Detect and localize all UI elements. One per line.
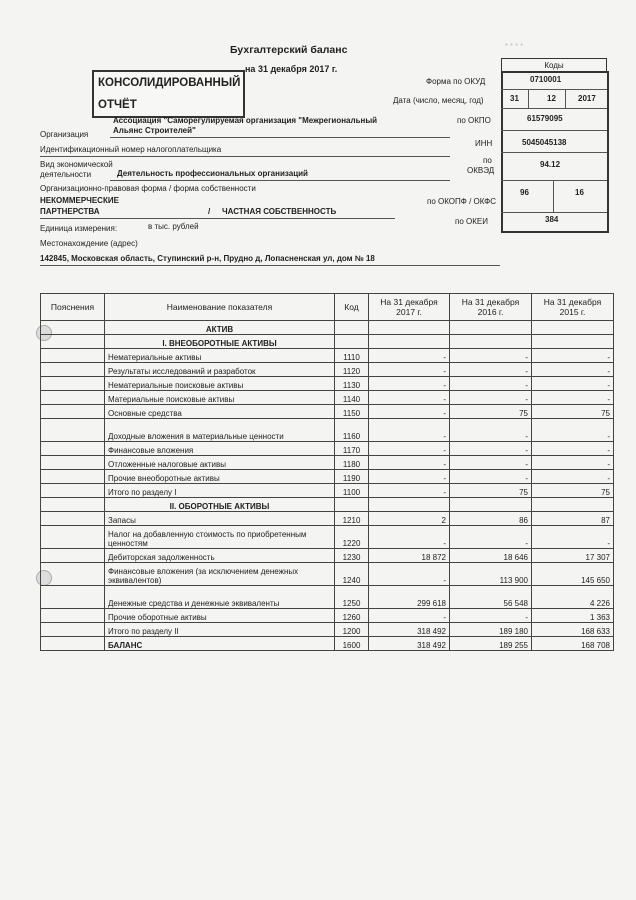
value-2015: -	[532, 349, 614, 363]
divider	[501, 212, 607, 213]
legal-form-value-2: ПАРТНЕРСТВА	[40, 207, 100, 216]
table-row	[41, 377, 614, 391]
value-2016: -	[450, 391, 532, 405]
indicator-code: 1240	[335, 563, 369, 586]
divider	[501, 130, 607, 131]
indicator-name: Финансовые вложения (за исключением денежных эквивалентов)	[105, 563, 335, 586]
value-2015: 87	[532, 512, 614, 526]
value-2017: -	[369, 470, 450, 484]
notes-cell	[41, 609, 105, 623]
value-2016: -	[450, 377, 532, 391]
value-2015: 1 363	[532, 609, 614, 623]
table-row	[41, 623, 614, 637]
empty-cell	[41, 498, 105, 512]
indicator-code: 1130	[335, 377, 369, 391]
table-row	[41, 363, 614, 377]
inn-value: 5045045138	[522, 138, 567, 147]
value-2017: -	[369, 609, 450, 623]
indicator-code: 1160	[335, 419, 369, 442]
table-row	[41, 637, 614, 651]
header-2016: На 31 декабря 2016 г.	[450, 294, 532, 321]
value-2017: -	[369, 526, 450, 549]
okei-label: по ОКЕИ	[455, 217, 488, 226]
value-2016: 189 255	[450, 637, 532, 651]
indicator-code: 1140	[335, 391, 369, 405]
section-row	[41, 498, 614, 512]
activity-value: Деятельность профессиональных организаций	[117, 169, 308, 178]
value-2015: 168 708	[532, 637, 614, 651]
indicator-code: 1170	[335, 442, 369, 456]
notes-cell	[41, 442, 105, 456]
value-2017: -	[369, 419, 450, 442]
value-2016: -	[450, 419, 532, 442]
notes-cell	[41, 586, 105, 609]
notes-cell	[41, 391, 105, 405]
unit-label: Единица измерения:	[40, 224, 118, 233]
indicator-name: Нематериальные активы	[105, 349, 335, 363]
indicator-name: Дебиторская задолженность	[105, 549, 335, 563]
indicator-name: Налог на добавленную стоимость по приобретенным ценностям	[105, 526, 335, 549]
value-2017: 18 872	[369, 549, 450, 563]
stamp-line-1: КОНСОЛИДИРОВАННЫЙ	[98, 77, 241, 89]
unit-value: в тыс. рублей	[148, 222, 199, 231]
value-2016: 75	[450, 405, 532, 419]
value-2017: -	[369, 405, 450, 419]
indicator-code: 1250	[335, 586, 369, 609]
okud-value: 0710001	[530, 75, 562, 84]
section-1-title: I. ВНЕОБОРОТНЫЕ АКТИВЫ	[105, 335, 335, 349]
legal-form-label: Организационно-правовая форма / форма собственности	[40, 184, 256, 193]
section-assets-title: АКТИВ	[105, 321, 335, 335]
value-2015: -	[532, 377, 614, 391]
value-2017: -	[369, 563, 450, 586]
okved-label: ОКВЭД	[467, 166, 495, 175]
divider	[501, 89, 607, 90]
table-row	[41, 442, 614, 456]
table-row	[41, 349, 614, 363]
header-2017: На 31 декабря 2017 г.	[369, 294, 450, 321]
address-value: 142845, Московская область, Ступинский р-н, Прудно д, Лопасненская ул, дом № 18	[40, 254, 375, 263]
notes-cell	[41, 623, 105, 637]
indicator-name: БАЛАНС	[105, 637, 335, 651]
divider	[501, 108, 607, 109]
date-month: 12	[547, 94, 556, 103]
table-row	[41, 512, 614, 526]
indicator-code: 1210	[335, 512, 369, 526]
indicator-code: 1230	[335, 549, 369, 563]
indicator-code: 1600	[335, 637, 369, 651]
table-row	[41, 549, 614, 563]
value-2016: -	[450, 470, 532, 484]
value-2017: -	[369, 377, 450, 391]
activity-label-2: деятельности	[40, 170, 92, 179]
indicator-name: Доходные вложения в материальные ценности	[105, 419, 335, 442]
notes-cell	[41, 377, 105, 391]
value-2015: 75	[532, 484, 614, 498]
value-2015: -	[532, 470, 614, 484]
notes-cell	[41, 419, 105, 442]
activity-label-1: Вид экономической	[40, 160, 113, 169]
indicator-name: Запасы	[105, 512, 335, 526]
indicator-code: 1220	[335, 526, 369, 549]
indicator-name: Нематериальные поисковые активы	[105, 377, 335, 391]
notes-cell	[41, 549, 105, 563]
table-row	[41, 456, 614, 470]
value-2016: -	[450, 609, 532, 623]
okpo-label: по ОКПО	[457, 116, 491, 125]
table-row	[41, 419, 614, 442]
okfs-value: 16	[575, 188, 584, 197]
indicator-name: Финансовые вложения	[105, 442, 335, 456]
notes-cell	[41, 563, 105, 586]
value-2016: -	[450, 526, 532, 549]
ownership-value: ЧАСТНАЯ СОБСТВЕННОСТЬ	[222, 207, 337, 216]
divider	[565, 89, 566, 108]
header-2015: На 31 декабря 2015 г.	[532, 294, 614, 321]
empty-cell	[450, 498, 532, 512]
table-row	[41, 563, 614, 586]
okpo-value: 61579095	[527, 114, 563, 123]
notes-cell	[41, 512, 105, 526]
indicator-code: 1100	[335, 484, 369, 498]
value-2017: -	[369, 391, 450, 405]
stamp-line-2: ОТЧЁТ	[98, 99, 137, 111]
value-2015: 17 307	[532, 549, 614, 563]
value-2016: 113 900	[450, 563, 532, 586]
value-2015: 145 650	[532, 563, 614, 586]
notes-cell	[41, 405, 105, 419]
indicator-name: Денежные средства и денежные эквиваленты	[105, 586, 335, 609]
notes-cell	[41, 456, 105, 470]
organization-label: Организация	[40, 130, 89, 139]
empty-cell	[369, 498, 450, 512]
consolidated-report-stamp	[92, 70, 245, 118]
divider	[553, 180, 554, 212]
underline	[110, 180, 450, 181]
date-label: Дата (число, месяц, год)	[393, 96, 484, 105]
okved-po-label: по	[483, 156, 492, 165]
table-row	[41, 609, 614, 623]
value-2017: 2	[369, 512, 450, 526]
indicator-name: Итого по разделу I	[105, 484, 335, 498]
value-2015: -	[532, 442, 614, 456]
value-2017: -	[369, 484, 450, 498]
table-row	[41, 405, 614, 419]
indicator-name: Прочие внеоборотные активы	[105, 470, 335, 484]
value-2015: -	[532, 526, 614, 549]
indicator-name: Отложенные налоговые активы	[105, 456, 335, 470]
okud-label: Форма по ОКУД	[426, 77, 486, 86]
section-row	[41, 321, 614, 335]
table-row	[41, 586, 614, 609]
value-2016: 75	[450, 484, 532, 498]
indicator-code: 1200	[335, 623, 369, 637]
value-2017: 299 618	[369, 586, 450, 609]
notes-cell	[41, 484, 105, 498]
inn-label: ИНН	[475, 139, 493, 148]
balance-table	[40, 293, 614, 651]
location-label: Местонахождение (адрес)	[40, 239, 138, 248]
value-2016: -	[450, 442, 532, 456]
indicator-code: 1150	[335, 405, 369, 419]
indicator-name: Материальные поисковые активы	[105, 391, 335, 405]
bleed-through-text: ▪ ▪ ▪ ▪	[505, 40, 524, 49]
okopf-value: 96	[520, 188, 529, 197]
indicator-name: Итого по разделу II	[105, 623, 335, 637]
value-2016: 18 646	[450, 549, 532, 563]
underline	[110, 137, 450, 138]
indicator-name: Результаты исследований и разработок	[105, 363, 335, 377]
indicator-name: Основные средства	[105, 405, 335, 419]
empty-cell	[532, 498, 614, 512]
notes-cell	[41, 349, 105, 363]
indicator-code: 1190	[335, 470, 369, 484]
section-2-title: II. ОБОРОТНЫЕ АКТИВЫ	[105, 498, 335, 512]
inn-full-label: Идентификационный номер налогоплательщика	[40, 145, 222, 154]
date-year: 2017	[578, 94, 596, 103]
value-2016: 56 548	[450, 586, 532, 609]
indicator-code: 1110	[335, 349, 369, 363]
header-code: Код	[335, 294, 369, 321]
divider	[501, 152, 607, 153]
indicator-code: 1260	[335, 609, 369, 623]
indicator-code: 1180	[335, 456, 369, 470]
table-row	[41, 470, 614, 484]
legal-form-value-1: НЕКОММЕРЧЕСКИЕ	[40, 196, 119, 205]
value-2016: -	[450, 363, 532, 377]
value-2017: -	[369, 456, 450, 470]
organization-name-line-1: Ассоциация "Саморегулируемая организация "Межрегиональный	[113, 116, 378, 125]
value-2015: -	[532, 419, 614, 442]
value-2017: -	[369, 363, 450, 377]
notes-cell	[41, 363, 105, 377]
notes-cell	[41, 470, 105, 484]
indicator-name: Прочие оборотные активы	[105, 609, 335, 623]
table-row	[41, 526, 614, 549]
value-2017: 318 492	[369, 637, 450, 651]
header-notes: Пояснения	[41, 294, 105, 321]
legal-form-separator: /	[208, 207, 211, 216]
value-2016: 86	[450, 512, 532, 526]
organization-name-line-2: Альянс Строителей"	[113, 126, 196, 135]
value-2017: -	[369, 349, 450, 363]
value-2015: 75	[532, 405, 614, 419]
report-date: на 31 декабря 2017 г.	[245, 64, 338, 74]
date-day: 31	[510, 94, 519, 103]
okei-value: 384	[545, 215, 559, 224]
divider	[528, 89, 529, 108]
table-header-row	[41, 294, 614, 321]
value-2015: 168 633	[532, 623, 614, 637]
value-2015: -	[532, 363, 614, 377]
table-row	[41, 484, 614, 498]
value-2016: -	[450, 456, 532, 470]
codes-header: Коды	[544, 61, 564, 70]
underline	[40, 156, 450, 157]
table-row	[41, 391, 614, 405]
okopf-okfs-label: по ОКОПФ / ОКФС	[427, 197, 496, 206]
page-title: Бухгалтерский баланс	[230, 44, 348, 56]
value-2015: -	[532, 456, 614, 470]
value-2017: 318 492	[369, 623, 450, 637]
empty-cell	[335, 498, 369, 512]
divider	[501, 180, 607, 181]
notes-cell	[41, 526, 105, 549]
underline	[40, 218, 395, 219]
header-indicator: Наименование показателя	[105, 294, 335, 321]
indicator-code: 1120	[335, 363, 369, 377]
value-2017: -	[369, 442, 450, 456]
okved-value: 94.12	[540, 160, 561, 169]
value-2016: 189 180	[450, 623, 532, 637]
notes-cell	[41, 637, 105, 651]
value-2016: -	[450, 349, 532, 363]
underline	[40, 265, 500, 266]
value-2015: 4 226	[532, 586, 614, 609]
value-2015: -	[532, 391, 614, 405]
section-row	[41, 335, 614, 349]
